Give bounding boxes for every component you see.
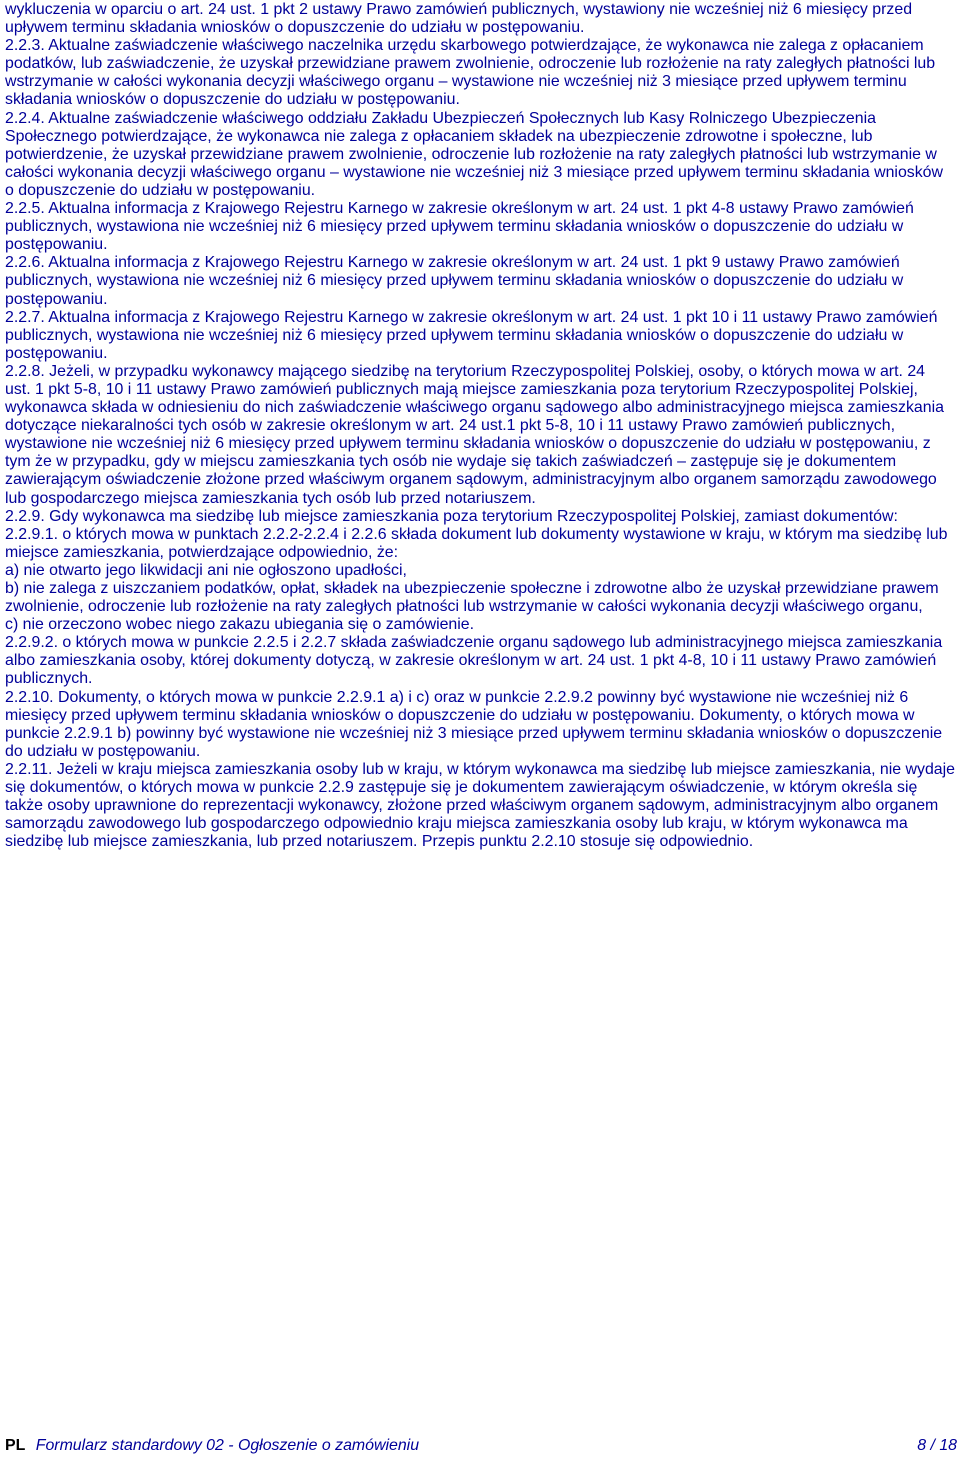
paragraph-2-2-7: 2.2.7. Aktualna informacja z Krajowego Rejestru Karnego w zakresie określonym w art. 24 ust. 1 pkt 10 i 11 ustawy Prawo zamówień publicznych, wystawiona nie wcześniej niż 6 miesięcy przed upływem terminu składania wniosków o dopuszczenie do udziału w postępowaniu. <box>5 308 938 362</box>
list-item-c: c) nie orzeczono wobec niego zakazu ubiegania się o zamówienie. <box>5 616 475 634</box>
paragraph-2-2-4: 2.2.4. Aktualne zaświadczenie właściwego oddziału Zakładu Ubezpieczeń Społecznych lub Kasy Rolniczego Ubezpieczenia Społecznego potwierdzające, że wykonawca nie zalega z opłacaniem składek na ubezpieczenie zdrowotne i społeczne, lub potwierdzenie, że uzyskał przewidziane prawem zwolnienie, odroczenie lub rozłożenie na raty zaległych płatności lub wstrzymanie w całości wykonania decyzji właściwego organu – wystawione nie wcześniej niż 3 miesiące przed upływem terminu składania wniosków o dopuszczenie do udziału w postępowaniu. <box>5 109 943 199</box>
document-body <box>5 1 955 851</box>
paragraph-2-2-9-1: 2.2.9.1. o których mowa w punktach 2.2.2-2.2.4 i 2.2.6 składa dokument lub dokumenty wystawione w kraju, w którym ma siedzibę lub miejsce zamieszkania, potwierdzające odpowiednio, że: <box>5 525 948 561</box>
page-footer <box>5 1436 957 1456</box>
paragraph-continuation: wykluczenia w oparciu o art. 24 ust. 1 pkt 2 ustawy Prawo zamówień publicznych, wystawiony nie wcześniej niż 6 miesięcy przed upływem terminu składania wniosków o dopuszczenie do udziału w postępowaniu. <box>5 1 913 37</box>
paragraph-2-2-9: 2.2.9. Gdy wykonawca ma siedzibę lub miejsce zamieszkania poza terytorium Rzeczypospolitej Polskiej, zamiast dokumentów: <box>5 507 898 525</box>
list-item-a: a) nie otwarto jego likwidacji ani nie ogłoszono upadłości, <box>5 561 407 579</box>
paragraph-2-2-6: 2.2.6. Aktualna informacja z Krajowego Rejestru Karnego w zakresie określonym w art. 24 ust. 1 pkt 9 ustawy Prawo zamówień publicznych, wystawiona nie wcześniej niż 6 miesięcy przed upływem terminu składania wniosków o dopuszczenie do udziału w postępowaniu. <box>5 254 904 308</box>
paragraph-2-2-11: 2.2.11. Jeżeli w kraju miejsca zamieszkania osoby lub w kraju, w którym wykonawca ma siedzibę lub miejsce zamieszkania, nie wydaje się dokumentów, o których mowa w punkcie 2.2.9 zastępuje się je dokumentem zawierającym oświadczenie, w którym określa się także osoby uprawnione do reprezentacji wykonawcy, złożone przed właściwym organem sądowym, administracyjnym albo organem samorządu zawodowego lub gospodarczego odpowiednio kraju miejsca zamieszkania osoby lub kraju, w którym wykonawca ma siedzibę lub miejsce zamieszkania, lub przed notariuszem. Przepis punktu 2.2.10 stosuje się odpowiednio. <box>5 760 956 851</box>
paragraph-2-2-5: 2.2.5. Aktualna informacja z Krajowego Rejestru Karnego w zakresie określonym w art. 24 ust. 1 pkt 4-8 ustawy Prawo zamówień publicznych, wystawiona nie wcześniej niż 6 miesięcy przed upływem terminu składania wniosków o dopuszczenie do udziału w postępowaniu. <box>5 200 914 254</box>
paragraph-2-2-10: 2.2.10. Dokumenty, o których mowa w punkcie 2.2.9.1 a) i c) oraz w punkcie 2.2.9.2 powinny być wystawione nie wcześniej niż 6 miesięcy przed upływem terminu składania wniosków o dopuszczenie do udziału w postępowaniu. Dokumenty, o których mowa w punkcie 2.2.9.1 b) powinny być wystawione nie wcześniej niż 3 miesiące przed upływem terminu składania wniosków o dopuszczenie do udziału w postępowaniu. <box>5 688 943 760</box>
language-code: PL <box>5 1437 26 1454</box>
paragraph-2-2-3: 2.2.3. Aktualne zaświadczenie właściwego naczelnika urzędu skarbowego potwierdzające, że wykonawca nie zalega z opłacaniem podatków, lub zaświadczenie, że uzyskał przewidziane prawem zwolnienie, odroczenie lub rozłożenie na raty zaległych płatności lub wstrzymanie w całości wykonania decyzji właściwego organu – wystawione nie wcześniej niż 3 miesiące przed upływem terminu składania wniosków o dopuszczenie do udziału w postępowaniu. <box>5 37 936 109</box>
paragraph-2-2-9-2: 2.2.9.2. o których mowa w punkcie 2.2.5 i 2.2.7 składa zaświadczenie organu sądowego lub administracyjnego miejsca zamieszkania albo zamieszkania osoby, której dokumenty dotyczą, w zakresie określonym w art. 24 ust. 1 pkt 4-8, 10 i 11 ustawy Prawo zamówień publicznych. <box>5 634 943 688</box>
list-item-b: b) nie zalega z uiszczaniem podatków, opłat, składek na ubezpieczenie społeczne i zdrowotne albo że uzyskał przewidziane prawem zwolnienie, odroczenie lub rozłożenie na raty zaległych płatności lub wstrzymanie w całości wykonania decyzji właściwego organu, <box>5 580 939 616</box>
paragraph-2-2-8: 2.2.8. Jeżeli, w przypadku wykonawcy mającego siedzibę na terytorium Rzeczypospolitej Polskiej, osoby, o których mowa w art. 24 ust. 1 pkt 5-8, 10 i 11 ustawy Prawo zamówień publicznych mają miejsce zamieszkania poza terytorium Rzeczypospolitej Polskiej, wykonawca składa w odniesieniu do nich zaświadczenie właściwego organu sądowego albo administracyjnego miejsca zamieszkania dotyczące niekaralności tych osób w zakresie określonym w art. 24 ust.1 pkt 5-8, 10 i 11 ustawy Prawo zamówień publicznych, wystawione nie wcześniej niż 6 miesięcy przed upływem terminu składania wniosków o dopuszczenie do udziału w postępowaniu, z tym że w przypadku, gdy w miejscu zamieszkania tych osób nie wydaje się takich zaświadczeń – zastępuje się je dokumentem zawierającym oświadczenie złożone przed właściwym organem sądowym, administracyjnym albo organem samorządu zawodowego lub gospodarczego miejsca zamieszkania tych osób lub przed notariuszem. <box>5 362 944 507</box>
page-number: 8 / 18 <box>917 1437 957 1454</box>
form-title: Formularz standardowy 02 - Ogłoszenie o zamówieniu <box>35 1437 420 1454</box>
